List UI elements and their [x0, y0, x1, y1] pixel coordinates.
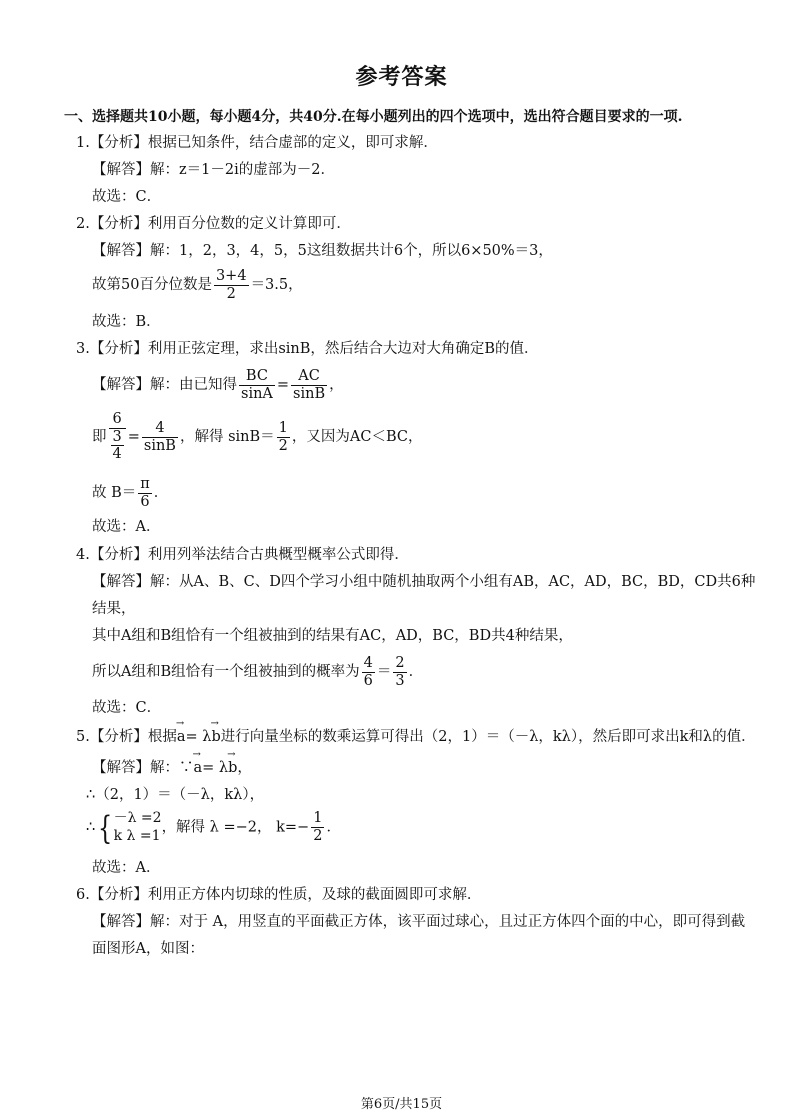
q6-answer: 【解答】解：对于 A，用竖直的平面截正方体，该平面过球心，且过正方体四个面的中心，即可得到截: [92, 914, 746, 930]
q5-answer-eq-lambda: = λ: [202, 760, 229, 776]
section-heading: 一、选择题共10小题，每小题4分，共40分.在每小题列出的四个选项中，选出符合题目要求的一项.: [64, 109, 683, 125]
page-footer: 第6页/共15页: [360, 1097, 443, 1112]
left-brace-icon: {: [98, 808, 113, 847]
q3-nest-top: 6: [109, 411, 126, 429]
q3-f4-den: 2: [278, 437, 288, 454]
q4-f1-den: 6: [363, 672, 373, 689]
q5-line2: ∴（2，1）＝（－λ，kλ），: [86, 787, 265, 803]
q5-system-line: [86, 810, 341, 845]
q5-answer-text: 【解答】解：∵: [92, 760, 194, 776]
q3-answer-text: 【解答】解：由已知得: [92, 377, 237, 394]
q2-analysis: 2.【分析】利用百分位数的定义计算即可．: [76, 216, 351, 232]
q4-line2: 其中A组和B组恰有一个组被抽到的结果有AC，AD，BC，BD共4种结果，: [92, 628, 573, 644]
q5-eq2: k λ =1: [113, 827, 161, 844]
q4-answer: 【解答】解：从A、B、C、D四个学习小组中随机抽取两个小组有AB，AC，AD，BC，BD，CD共6种: [92, 574, 756, 590]
q3-frac-pi6: [138, 476, 152, 510]
q3-result-line: [92, 476, 168, 510]
q3-ji: 即: [92, 429, 107, 446]
q5-analysis-rest: 进行向量坐标的数乘运算可得出（2，1）＝（－λ，kλ），然后即可求出k和λ的值．: [220, 729, 756, 745]
q1-analysis: 1.【分析】根据已知条件，结合虚部的定义，即可求解．: [76, 135, 438, 151]
q3-because-text: ，又因为AC＜BC，: [291, 429, 423, 446]
q5-analysis-text: 5.【分析】根据: [76, 729, 177, 745]
q5-vector-b: → b: [211, 730, 220, 745]
q3-f4-num: 1: [278, 419, 288, 436]
q3-nest-mid: 3: [112, 428, 122, 445]
q3-comma: ，: [329, 377, 344, 394]
q4-analysis: 4.【分析】利用列举法结合古典概型概率公式即得．: [76, 547, 409, 563]
q3-answer-line: [92, 368, 344, 402]
q5-answer-comma: ，: [237, 760, 252, 776]
q5-eq1: －λ =2: [113, 810, 162, 826]
q2-choice: 故选：B．: [92, 314, 161, 330]
q3-frac-ac: [291, 368, 327, 402]
q4-eq: ＝: [376, 664, 392, 681]
q2-fraction: [214, 268, 249, 302]
q4-prob-line: [92, 655, 423, 689]
q3-nest-inner: [109, 429, 126, 463]
q1-answer: 【解答】解：z＝1－2i的虚部为－2．: [92, 162, 335, 178]
q3-f5-num: π: [140, 476, 150, 492]
q4-period: ．: [408, 664, 424, 681]
q3-nested-frac: [109, 411, 126, 463]
q3-frac-ac-den: sinB: [293, 385, 326, 402]
q3-eq: =: [276, 377, 290, 394]
q3-period: ．: [153, 485, 169, 502]
q5-equation-system: [114, 810, 162, 845]
q6-answer-cont: 面图形A，如图：: [92, 941, 204, 957]
q4-prob-text: 所以A组和B组恰有一个组被抽到的概率为: [92, 664, 360, 681]
q3-analysis: 3.【分析】利用正弦定理，求出sinB，然后结合大边对大角确定B的值．: [76, 341, 539, 357]
q6-analysis: 6.【分析】利用正方体内切球的性质，及球的截面圆即可求解．: [76, 887, 482, 903]
q5-answer-vector-b: → b: [228, 761, 237, 776]
q4-choice: 故选：C．: [92, 700, 162, 716]
q3-f3-num: 4: [142, 420, 178, 438]
q5-therefore: ∴: [86, 819, 96, 836]
q5-choice: 故选：A．: [92, 860, 161, 876]
q5-eq-lambda: = λ: [185, 729, 212, 745]
q3-frac-bc-num: BC: [239, 368, 275, 386]
q4-answer-cont: 结果，: [92, 601, 136, 617]
q3-eq2: =: [127, 429, 140, 446]
q4-f1-num: 4: [363, 655, 373, 671]
q4-f2-den: 3: [395, 672, 405, 689]
q2-percentile-line: [92, 268, 303, 302]
q4-f2-num: 2: [395, 655, 405, 671]
q3-f3-den: sinB: [143, 437, 176, 454]
q5-period: ．: [326, 819, 341, 836]
q3-solve-text: ，解得 sinB＝: [179, 429, 275, 446]
page-title: 参考答案: [355, 65, 448, 90]
q3-frac-bc: [239, 368, 275, 402]
q2-frac-den: 2: [226, 285, 236, 302]
q5-answer-vector-a: → a: [194, 761, 203, 776]
q3-result-text: 故 B＝: [92, 485, 137, 502]
q3-choice: 故选：A．: [92, 519, 161, 535]
q5-analysis-line: [76, 730, 756, 745]
q5-frac-half: [311, 810, 324, 844]
q4-frac-4-6: [362, 655, 375, 689]
q3-f5-den: 6: [140, 493, 150, 510]
q2-answer: 【解答】解：1，2，3，4，5，5这组数据共计6个，所以6×50%＝3，: [92, 243, 553, 259]
q5-vector-a: → a: [177, 730, 186, 745]
q3-frac-4-sinb: [142, 420, 178, 454]
q2-result: ＝3.5，: [250, 277, 303, 294]
q5-f-den: 2: [313, 828, 323, 844]
q3-nest-bot: 4: [112, 446, 122, 463]
q4-frac-2-3: [393, 655, 406, 689]
q2-frac-num: 3+4: [215, 268, 247, 284]
q3-solve-line: [92, 411, 422, 463]
q3-frac-half: [277, 420, 290, 454]
q3-frac-ac-num: AC: [291, 368, 327, 386]
q5-answer-line: [92, 761, 252, 776]
q2-percentile-text: 故第50百分位数是: [92, 277, 212, 294]
q5-solve-text: ，解得 λ =−2， k=−: [161, 819, 310, 836]
q1-choice: 故选：C．: [92, 189, 162, 205]
q5-f-num: 1: [313, 810, 323, 827]
q3-frac-bc-den: sinA: [241, 385, 273, 402]
